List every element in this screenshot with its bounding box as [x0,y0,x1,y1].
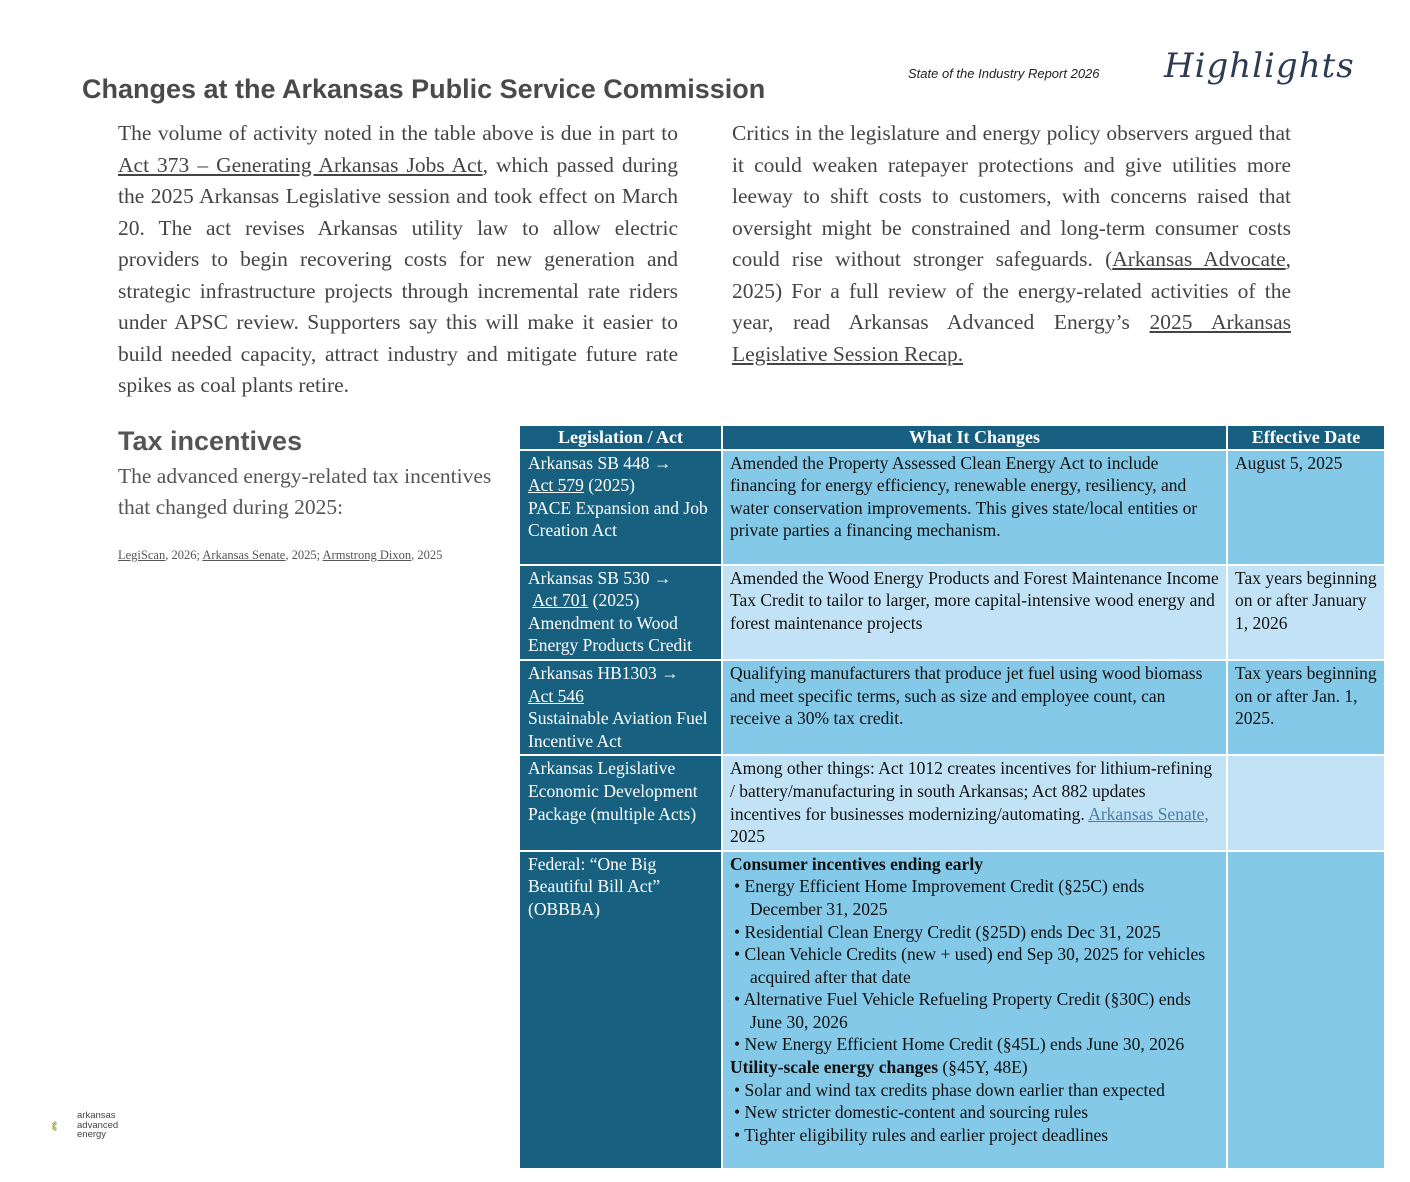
act-name: Sustainable Aviation Fuel Incentive Act [528,708,708,751]
date-cell: Tax years beginning on or after Jan. 1, 2025. [1227,660,1384,755]
act-373-link[interactable]: Act 373 – Generating Arkansas Jobs Act [118,152,483,177]
armstrong-dixon-link[interactable]: Armstrong Dixon [322,548,412,562]
act-name: Amendment to Wood Energy Products Credit [528,612,692,656]
legislation-table [520,426,1384,1168]
list-item: • New Energy Efficient Home Credit (§45L) ends June 30, 2026 [730,1033,1219,1056]
act-579-link[interactable]: Act 579 [528,475,584,496]
date-cell [1227,755,1384,850]
change-year: 2025 [730,826,765,847]
legislation-cell: Federal: “One Big Beautiful Bill Act” (OBBBA) [520,851,722,1168]
change-text: Among other things: Act 1012 creates incentives for lithium-refining / battery/manufacturing in south Arkansas; Act 882 updates incentives for businesses modernizing/automating. [730,758,1213,824]
tax-incentives-intro: The advanced energy-related tax incentives that changed during 2025: [118,464,492,519]
left-text-2: , which passed during the 2025 Arkansas Legislative session and took effect on March 20. The act revises Arkansas utility law to allow electric providers to begin recovering costs for new generation and strategic infrastructure projects through incremental rate riders under APSC review. Supporters say this will make it easier to build needed capacity, attract industry and mitigate future rate spikes as coal plants retire. [118,152,679,397]
left-paragraph [118,118,678,402]
act-546-link[interactable]: Act 546 [528,685,584,706]
legislation-cell [520,565,722,660]
legislation-cell: Arkansas Legislative Economic Development Package (multiple Acts) [520,755,722,850]
left-text-1: The volume of activity noted in the table above is due in part to [118,121,678,145]
list-item: • Energy Efficient Home Improvement Credit (§25C) ends December 31, 2025 [730,875,1219,920]
column-header: Legislation / Act [520,426,722,450]
table-row [520,565,1384,660]
logo-line: arkansas [77,1110,116,1121]
legislation-cell [520,450,722,565]
legiscan-link[interactable]: LegiScan [118,548,166,562]
change-cell: Amended the Property Assessed Clean Energy Act to include financing for energy efficiency, renewable energy, resiliency, and water conservation improvements. This gives state/local entities or private parties a financing mechanism. [722,450,1227,565]
bill-number: Arkansas SB 448 → [528,452,672,473]
list-item: • Solar and wind tax credits phase down earlier than expected [730,1079,1219,1102]
right-paragraph [732,118,1291,370]
logo-text [77,1111,118,1140]
table-row [520,450,1384,565]
consumer-incentives-heading: Consumer incentives ending early [730,853,983,874]
arkansas-advocate-link[interactable]: Arkansas Advocate [1112,247,1286,271]
act-name: PACE Expansion and Job Creation Act [528,497,708,541]
right-text-2: , 2025) For a full review of the energy-related activities of the year, read Arkansas Advanced Energy’s [732,247,1291,334]
utility-scale-list [730,1079,1219,1147]
column-header: Effective Date [1227,426,1384,450]
utility-scale-heading [730,1056,1219,1079]
bill-number: Arkansas HB1303 → [528,662,679,683]
page-title: Changes at the Arkansas Public Service Commission [82,74,766,104]
table-row [520,851,1384,1168]
date-cell [1227,851,1384,1168]
tax-incentives-heading: Tax incentives [118,426,303,456]
bill-number: Arkansas SB 530 → [528,567,672,588]
table-header-row [520,426,1384,450]
column-header: What It Changes [722,426,1227,450]
sources-line [118,548,442,563]
source-year: , 2025; [285,548,323,562]
arkansas-senate-link[interactable]: Arkansas Senate [202,548,286,562]
arkansas-advanced-energy-logo-icon [52,1110,76,1144]
table-row [520,755,1384,850]
session-recap-link[interactable]: 2025 Arkansas Legislative Session Recap. [732,310,1291,366]
list-item: • Tighter eligibility rules and earlier project deadlines [730,1124,1219,1147]
report-label: State of the Industry Report 2026 [908,66,1100,81]
change-cell [722,851,1227,1168]
consumer-incentives-list [730,875,1219,1056]
utility-heading-suffix: (§45Y, 48E) [938,1057,1028,1078]
change-cell: Amended the Wood Energy Products and Forest Maintenance Income Tax Credit to tailor to larger, more capital-intensive wood energy and forest maintenance projects [722,565,1227,660]
list-item: • Clean Vehicle Credits (new + used) end Sep 30, 2025 for vehicles acquired after that date [730,943,1219,988]
right-text-1: Critics in the legislature and energy policy observers argued that it could weaken ratepayer protections and give utilities more leeway to shift costs to customers, with concerns raised that oversight might be constrained and long-term consumer costs could rise without stronger safeguards. ( [732,121,1291,271]
change-cell: Qualifying manufacturers that produce jet fuel using wood biomass and meet specific terms, such as size and employee count, can receive a 30% tax credit. [722,660,1227,755]
list-item: • Alternative Fuel Vehicle Refueling Property Credit (§30C) ends June 30, 2026 [730,988,1219,1033]
change-cell [722,755,1227,850]
date-cell: Tax years beginning on or after January 1, 2026 [1227,565,1384,660]
highlights-title: Highlights [1164,46,1355,86]
logo-line: advanced [77,1119,119,1131]
act-year: (2025) [583,475,635,496]
utility-heading-text: Utility-scale energy changes [730,1057,939,1078]
source-year: , 2025 [411,548,443,562]
act-701-link[interactable]: Act 701 [532,590,589,611]
legislation-cell [520,660,722,755]
date-cell: August 5, 2025 [1227,450,1384,565]
list-item: • New stricter domestic-content and sourcing rules [730,1101,1219,1124]
list-item: • Residential Clean Energy Credit (§25D) ends Dec 31, 2025 [730,921,1219,944]
table-row [520,660,1384,755]
logo-line: energy [77,1129,107,1140]
act-year: (2025) [588,590,640,611]
arkansas-senate-table-link[interactable]: Arkansas Senate, [1088,803,1209,824]
source-year: , 2026; [165,548,203,562]
